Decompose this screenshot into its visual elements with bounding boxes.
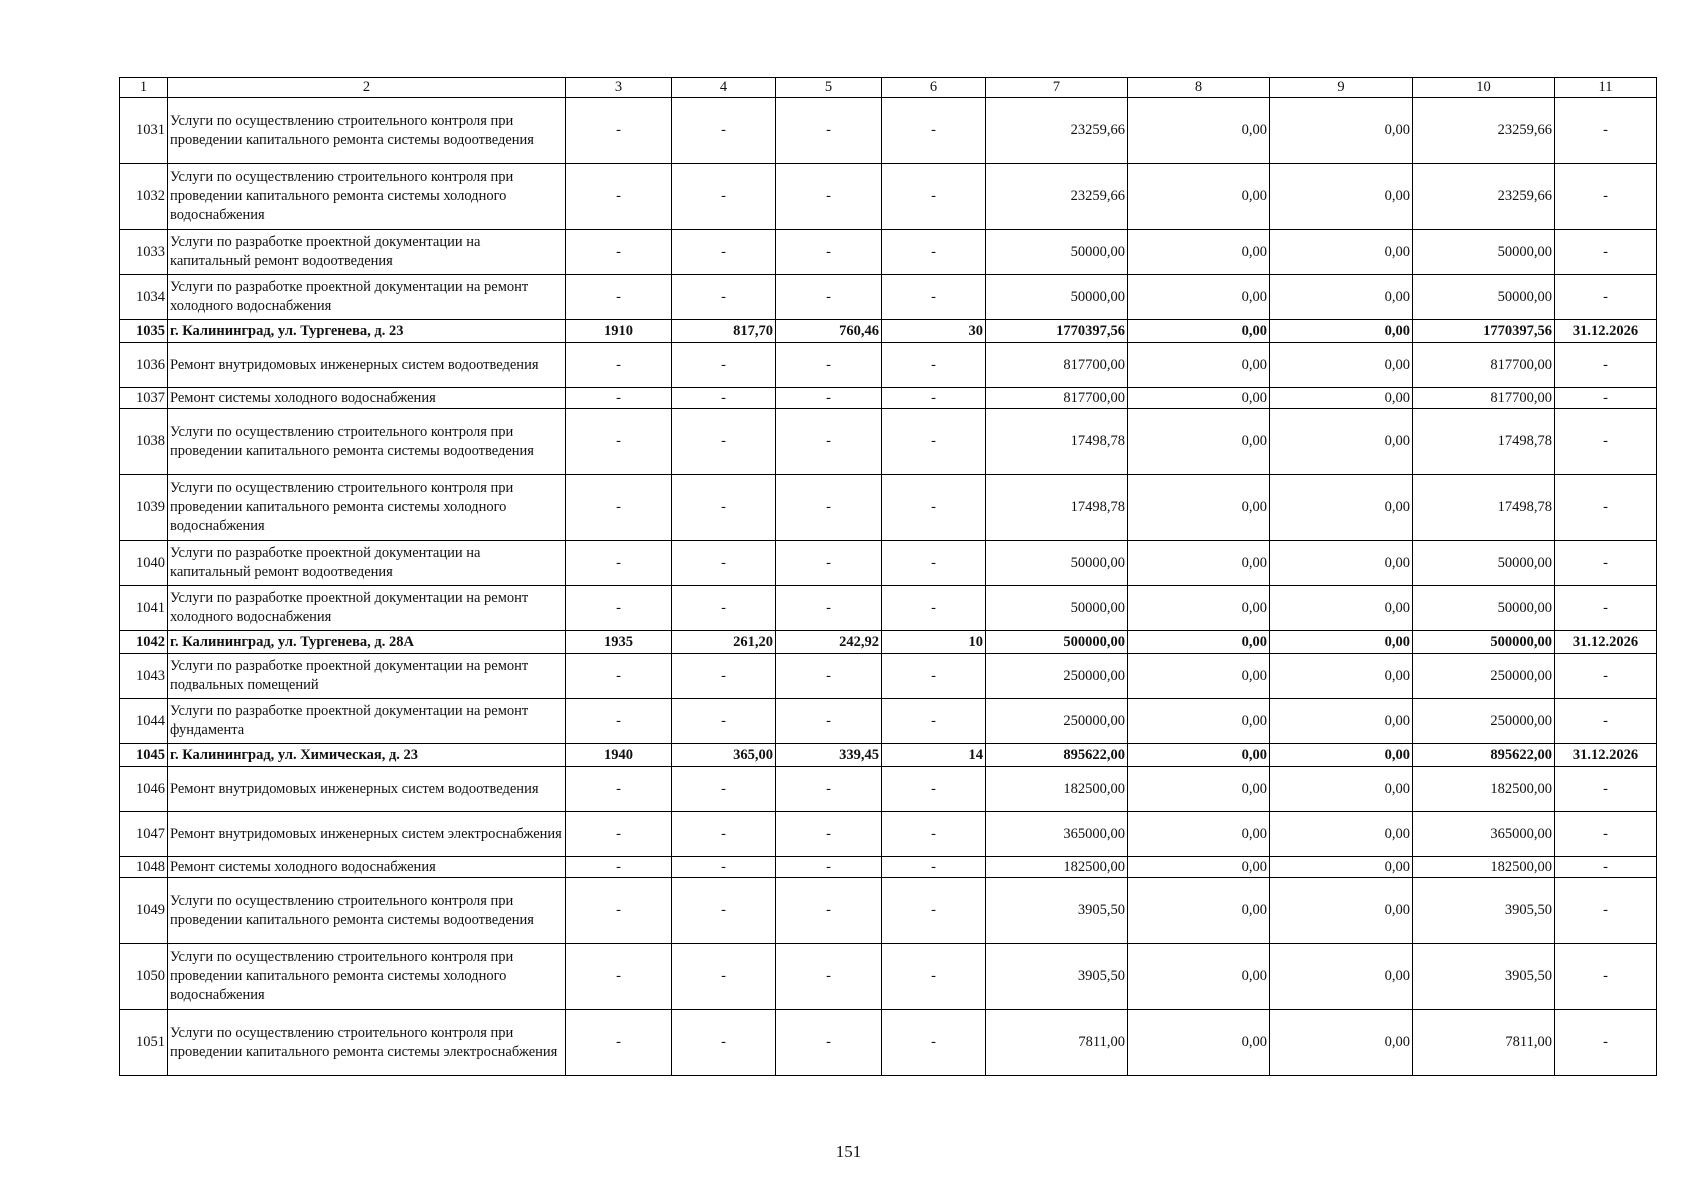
living-area-cell: 242,92 xyxy=(776,631,882,654)
header-cell: 3 xyxy=(566,78,672,98)
description-cell: г. Калининград, ул. Тургенева, д. 28А xyxy=(168,631,566,654)
year-built-cell: - xyxy=(566,586,672,631)
total-cost-cell: 17498,78 xyxy=(986,409,1128,475)
year-built-cell: - xyxy=(566,1010,672,1076)
description-cell: Услуги по осуществлению строительного контроля при проведении капитального ремонта системы водоотведения xyxy=(168,98,566,164)
living-area-cell: - xyxy=(776,1010,882,1076)
fund-local-cell: 0,00 xyxy=(1270,654,1413,699)
fund-owners-cell: 1770397,56 xyxy=(1413,320,1555,343)
total-cost-cell: 3905,50 xyxy=(986,878,1128,944)
header-cell: 5 xyxy=(776,78,882,98)
year-built-cell: - xyxy=(566,475,672,541)
residents-cell: - xyxy=(882,230,986,275)
total-cost-cell: 500000,00 xyxy=(986,631,1128,654)
row-number-cell: 1051 xyxy=(120,1010,168,1076)
fund-regional-cell: 0,00 xyxy=(1128,541,1270,586)
fund-local-cell: 0,00 xyxy=(1270,475,1413,541)
living-area-cell: - xyxy=(776,812,882,857)
living-area-cell: 760,46 xyxy=(776,320,882,343)
residents-cell: - xyxy=(882,541,986,586)
residents-cell: - xyxy=(882,475,986,541)
fund-local-cell: 0,00 xyxy=(1270,320,1413,343)
fund-regional-cell: 0,00 xyxy=(1128,586,1270,631)
completion-date-cell: - xyxy=(1555,586,1657,631)
fund-owners-cell: 17498,78 xyxy=(1413,475,1555,541)
fund-regional-cell: 0,00 xyxy=(1128,343,1270,388)
description-cell: Услуги по осуществлению строительного контроля при проведении капитального ремонта системы холодного водоснабжения xyxy=(168,944,566,1010)
year-built-cell: - xyxy=(566,699,672,744)
fund-regional-cell: 0,00 xyxy=(1128,98,1270,164)
residents-cell: - xyxy=(882,878,986,944)
row-number-cell: 1050 xyxy=(120,944,168,1010)
row-number-cell: 1035 xyxy=(120,320,168,343)
year-built-cell: 1910 xyxy=(566,320,672,343)
completion-date-cell: - xyxy=(1555,164,1657,230)
fund-owners-cell: 3905,50 xyxy=(1413,878,1555,944)
total-area-cell: 261,20 xyxy=(672,631,776,654)
fund-owners-cell: 23259,66 xyxy=(1413,164,1555,230)
completion-date-cell: - xyxy=(1555,343,1657,388)
row-number-cell: 1049 xyxy=(120,878,168,944)
total-cost-cell: 182500,00 xyxy=(986,767,1128,812)
work-item-row xyxy=(120,230,1657,275)
header-cell: 9 xyxy=(1270,78,1413,98)
total-area-cell: - xyxy=(672,699,776,744)
fund-local-cell: 0,00 xyxy=(1270,744,1413,767)
fund-regional-cell: 0,00 xyxy=(1128,164,1270,230)
residents-cell: 10 xyxy=(882,631,986,654)
residents-cell: - xyxy=(882,944,986,1010)
total-area-cell: - xyxy=(672,767,776,812)
total-cost-cell: 817700,00 xyxy=(986,343,1128,388)
completion-date-cell: - xyxy=(1555,1010,1657,1076)
description-cell: г. Калининград, ул. Тургенева, д. 23 xyxy=(168,320,566,343)
fund-owners-cell: 50000,00 xyxy=(1413,275,1555,320)
fund-local-cell: 0,00 xyxy=(1270,409,1413,475)
completion-date-cell: 31.12.2026 xyxy=(1555,631,1657,654)
completion-date-cell: - xyxy=(1555,654,1657,699)
completion-date-cell: - xyxy=(1555,767,1657,812)
residents-cell: - xyxy=(882,388,986,409)
fund-owners-cell: 817700,00 xyxy=(1413,343,1555,388)
total-area-cell: 817,70 xyxy=(672,320,776,343)
fund-local-cell: 0,00 xyxy=(1270,164,1413,230)
total-cost-cell: 182500,00 xyxy=(986,857,1128,878)
fund-regional-cell: 0,00 xyxy=(1128,812,1270,857)
work-item-row xyxy=(120,409,1657,475)
total-cost-cell: 3905,50 xyxy=(986,944,1128,1010)
header-cell: 11 xyxy=(1555,78,1657,98)
description-cell: г. Калининград, ул. Химическая, д. 23 xyxy=(168,744,566,767)
year-built-cell: - xyxy=(566,164,672,230)
residents-cell: - xyxy=(882,409,986,475)
living-area-cell: - xyxy=(776,586,882,631)
completion-date-cell: 31.12.2026 xyxy=(1555,320,1657,343)
fund-owners-cell: 250000,00 xyxy=(1413,699,1555,744)
fund-local-cell: 0,00 xyxy=(1270,98,1413,164)
work-item-row xyxy=(120,98,1657,164)
fund-owners-cell: 500000,00 xyxy=(1413,631,1555,654)
total-area-cell: - xyxy=(672,388,776,409)
description-cell: Услуги по разработке проектной документации на ремонт подвальных помещений xyxy=(168,654,566,699)
fund-regional-cell: 0,00 xyxy=(1128,1010,1270,1076)
description-cell: Ремонт внутридомовых инженерных систем водоотведения xyxy=(168,343,566,388)
total-cost-cell: 23259,66 xyxy=(986,98,1128,164)
fund-owners-cell: 182500,00 xyxy=(1413,857,1555,878)
total-cost-cell: 250000,00 xyxy=(986,699,1128,744)
total-cost-cell: 17498,78 xyxy=(986,475,1128,541)
fund-regional-cell: 0,00 xyxy=(1128,320,1270,343)
description-cell: Ремонт внутридомовых инженерных систем водоотведения xyxy=(168,767,566,812)
description-cell: Услуги по разработке проектной документации на капитальный ремонт водоотведения xyxy=(168,230,566,275)
row-number-cell: 1040 xyxy=(120,541,168,586)
work-item-row xyxy=(120,699,1657,744)
row-number-cell: 1047 xyxy=(120,812,168,857)
living-area-cell: - xyxy=(776,541,882,586)
living-area-cell: - xyxy=(776,230,882,275)
page-number: 151 xyxy=(835,1142,862,1161)
work-item-row xyxy=(120,944,1657,1010)
completion-date-cell: - xyxy=(1555,541,1657,586)
residents-cell: 14 xyxy=(882,744,986,767)
description-cell: Услуги по осуществлению строительного контроля при проведении капитального ремонта системы водоотведения xyxy=(168,878,566,944)
column-number-header-row xyxy=(120,78,1657,98)
work-item-row xyxy=(120,857,1657,878)
total-cost-cell: 23259,66 xyxy=(986,164,1128,230)
fund-local-cell: 0,00 xyxy=(1270,1010,1413,1076)
total-area-cell: - xyxy=(672,409,776,475)
residents-cell: - xyxy=(882,98,986,164)
total-area-cell: - xyxy=(672,475,776,541)
total-cost-cell: 50000,00 xyxy=(986,541,1128,586)
fund-regional-cell: 0,00 xyxy=(1128,767,1270,812)
living-area-cell: - xyxy=(776,388,882,409)
row-number-cell: 1045 xyxy=(120,744,168,767)
row-number-cell: 1048 xyxy=(120,857,168,878)
fund-local-cell: 0,00 xyxy=(1270,812,1413,857)
residents-cell: - xyxy=(882,812,986,857)
total-area-cell: - xyxy=(672,1010,776,1076)
year-built-cell: - xyxy=(566,275,672,320)
fund-regional-cell: 0,00 xyxy=(1128,654,1270,699)
total-area-cell: - xyxy=(672,230,776,275)
fund-local-cell: 0,00 xyxy=(1270,699,1413,744)
fund-owners-cell: 50000,00 xyxy=(1413,230,1555,275)
total-area-cell: - xyxy=(672,857,776,878)
fund-regional-cell: 0,00 xyxy=(1128,699,1270,744)
completion-date-cell: - xyxy=(1555,275,1657,320)
living-area-cell: - xyxy=(776,475,882,541)
description-cell: Ремонт внутридомовых инженерных систем электроснабжения xyxy=(168,812,566,857)
row-number-cell: 1044 xyxy=(120,699,168,744)
row-number-cell: 1038 xyxy=(120,409,168,475)
work-item-row xyxy=(120,343,1657,388)
year-built-cell: - xyxy=(566,343,672,388)
completion-date-cell: - xyxy=(1555,475,1657,541)
description-cell: Услуги по осуществлению строительного контроля при проведении капитального ремонта системы холодного водоснабжения xyxy=(168,475,566,541)
living-area-cell: - xyxy=(776,767,882,812)
fund-local-cell: 0,00 xyxy=(1270,878,1413,944)
year-built-cell: 1940 xyxy=(566,744,672,767)
total-area-cell: - xyxy=(672,878,776,944)
fund-regional-cell: 0,00 xyxy=(1128,631,1270,654)
total-area-cell: 365,00 xyxy=(672,744,776,767)
address-row xyxy=(120,631,1657,654)
work-item-row xyxy=(120,878,1657,944)
work-item-row xyxy=(120,586,1657,631)
living-area-cell: - xyxy=(776,275,882,320)
year-built-cell: - xyxy=(566,944,672,1010)
work-item-row xyxy=(120,388,1657,409)
work-item-row xyxy=(120,1010,1657,1076)
completion-date-cell: - xyxy=(1555,98,1657,164)
fund-regional-cell: 0,00 xyxy=(1128,878,1270,944)
fund-owners-cell: 3905,50 xyxy=(1413,944,1555,1010)
row-number-cell: 1037 xyxy=(120,388,168,409)
total-area-cell: - xyxy=(672,275,776,320)
residents-cell: - xyxy=(882,275,986,320)
description-cell: Ремонт системы холодного водоснабжения xyxy=(168,857,566,878)
total-cost-cell: 50000,00 xyxy=(986,275,1128,320)
fund-regional-cell: 0,00 xyxy=(1128,857,1270,878)
residents-cell: - xyxy=(882,164,986,230)
work-item-row xyxy=(120,812,1657,857)
fund-owners-cell: 7811,00 xyxy=(1413,1010,1555,1076)
row-number-cell: 1043 xyxy=(120,654,168,699)
fund-owners-cell: 250000,00 xyxy=(1413,654,1555,699)
description-cell: Услуги по осуществлению строительного контроля при проведении капитального ремонта системы холодного водоснабжения xyxy=(168,164,566,230)
fund-owners-cell: 17498,78 xyxy=(1413,409,1555,475)
year-built-cell: - xyxy=(566,230,672,275)
total-cost-cell: 50000,00 xyxy=(986,586,1128,631)
fund-owners-cell: 182500,00 xyxy=(1413,767,1555,812)
fund-local-cell: 0,00 xyxy=(1270,586,1413,631)
work-item-row xyxy=(120,767,1657,812)
description-cell: Услуги по разработке проектной документации на ремонт холодного водоснабжения xyxy=(168,275,566,320)
residents-cell: - xyxy=(882,699,986,744)
total-area-cell: - xyxy=(672,343,776,388)
fund-local-cell: 0,00 xyxy=(1270,541,1413,586)
living-area-cell: - xyxy=(776,944,882,1010)
total-area-cell: - xyxy=(672,541,776,586)
living-area-cell: - xyxy=(776,98,882,164)
row-number-cell: 1039 xyxy=(120,475,168,541)
row-number-cell: 1042 xyxy=(120,631,168,654)
fund-local-cell: 0,00 xyxy=(1270,767,1413,812)
year-built-cell: - xyxy=(566,409,672,475)
header-cell: 6 xyxy=(882,78,986,98)
total-cost-cell: 817700,00 xyxy=(986,388,1128,409)
total-cost-cell: 50000,00 xyxy=(986,230,1128,275)
completion-date-cell: - xyxy=(1555,388,1657,409)
description-cell: Услуги по осуществлению строительного контроля при проведении капитального ремонта системы водоотведения xyxy=(168,409,566,475)
header-cell: 2 xyxy=(168,78,566,98)
total-area-cell: - xyxy=(672,812,776,857)
year-built-cell: - xyxy=(566,98,672,164)
work-item-row xyxy=(120,164,1657,230)
total-area-cell: - xyxy=(672,944,776,1010)
total-area-cell: - xyxy=(672,654,776,699)
header-cell: 4 xyxy=(672,78,776,98)
fund-local-cell: 0,00 xyxy=(1270,631,1413,654)
completion-date-cell: - xyxy=(1555,857,1657,878)
address-row xyxy=(120,320,1657,343)
fund-owners-cell: 50000,00 xyxy=(1413,541,1555,586)
completion-date-cell: - xyxy=(1555,409,1657,475)
description-cell: Услуги по разработке проектной документации на ремонт холодного водоснабжения xyxy=(168,586,566,631)
living-area-cell: - xyxy=(776,878,882,944)
work-item-row xyxy=(120,541,1657,586)
completion-date-cell: 31.12.2026 xyxy=(1555,744,1657,767)
description-cell: Услуги по разработке проектной документации на ремонт фундамента xyxy=(168,699,566,744)
description-cell: Услуги по разработке проектной документации на капитальный ремонт водоотведения xyxy=(168,541,566,586)
fund-owners-cell: 50000,00 xyxy=(1413,586,1555,631)
year-built-cell: - xyxy=(566,812,672,857)
header-cell: 1 xyxy=(120,78,168,98)
fund-local-cell: 0,00 xyxy=(1270,857,1413,878)
fund-local-cell: 0,00 xyxy=(1270,230,1413,275)
row-number-cell: 1036 xyxy=(120,343,168,388)
residents-cell: - xyxy=(882,857,986,878)
fund-regional-cell: 0,00 xyxy=(1128,944,1270,1010)
completion-date-cell: - xyxy=(1555,230,1657,275)
residents-cell: - xyxy=(882,1010,986,1076)
fund-regional-cell: 0,00 xyxy=(1128,388,1270,409)
year-built-cell: - xyxy=(566,388,672,409)
row-number-cell: 1034 xyxy=(120,275,168,320)
year-built-cell: - xyxy=(566,767,672,812)
living-area-cell: - xyxy=(776,699,882,744)
description-cell: Ремонт системы холодного водоснабжения xyxy=(168,388,566,409)
fund-local-cell: 0,00 xyxy=(1270,944,1413,1010)
fund-regional-cell: 0,00 xyxy=(1128,230,1270,275)
living-area-cell: - xyxy=(776,654,882,699)
year-built-cell: 1935 xyxy=(566,631,672,654)
residents-cell: - xyxy=(882,586,986,631)
year-built-cell: - xyxy=(566,654,672,699)
fund-regional-cell: 0,00 xyxy=(1128,275,1270,320)
completion-date-cell: - xyxy=(1555,812,1657,857)
header-cell: 7 xyxy=(986,78,1128,98)
fund-regional-cell: 0,00 xyxy=(1128,475,1270,541)
fund-local-cell: 0,00 xyxy=(1270,275,1413,320)
year-built-cell: - xyxy=(566,541,672,586)
row-number-cell: 1032 xyxy=(120,164,168,230)
row-number-cell: 1031 xyxy=(120,98,168,164)
residents-cell: - xyxy=(882,343,986,388)
total-cost-cell: 250000,00 xyxy=(986,654,1128,699)
fund-regional-cell: 0,00 xyxy=(1128,409,1270,475)
header-cell: 8 xyxy=(1128,78,1270,98)
completion-date-cell: - xyxy=(1555,699,1657,744)
residents-cell: - xyxy=(882,767,986,812)
fund-owners-cell: 895622,00 xyxy=(1413,744,1555,767)
work-item-row xyxy=(120,475,1657,541)
living-area-cell: - xyxy=(776,343,882,388)
living-area-cell: - xyxy=(776,409,882,475)
total-area-cell: - xyxy=(672,98,776,164)
completion-date-cell: - xyxy=(1555,944,1657,1010)
fund-owners-cell: 23259,66 xyxy=(1413,98,1555,164)
work-item-row xyxy=(120,654,1657,699)
total-area-cell: - xyxy=(672,586,776,631)
fund-owners-cell: 365000,00 xyxy=(1413,812,1555,857)
row-number-cell: 1041 xyxy=(120,586,168,631)
fund-owners-cell: 817700,00 xyxy=(1413,388,1555,409)
residents-cell: - xyxy=(882,654,986,699)
data-table xyxy=(119,77,1657,1076)
total-cost-cell: 7811,00 xyxy=(986,1010,1128,1076)
fund-local-cell: 0,00 xyxy=(1270,343,1413,388)
row-number-cell: 1046 xyxy=(120,767,168,812)
work-item-row xyxy=(120,275,1657,320)
year-built-cell: - xyxy=(566,857,672,878)
residents-cell: 30 xyxy=(882,320,986,343)
living-area-cell: - xyxy=(776,857,882,878)
header-cell: 10 xyxy=(1413,78,1555,98)
total-cost-cell: 1770397,56 xyxy=(986,320,1128,343)
total-cost-cell: 365000,00 xyxy=(986,812,1128,857)
row-number-cell: 1033 xyxy=(120,230,168,275)
fund-regional-cell: 0,00 xyxy=(1128,744,1270,767)
year-built-cell: - xyxy=(566,878,672,944)
living-area-cell: - xyxy=(776,164,882,230)
living-area-cell: 339,45 xyxy=(776,744,882,767)
address-row xyxy=(120,744,1657,767)
description-cell: Услуги по осуществлению строительного контроля при проведении капитального ремонта системы электроснабжения xyxy=(168,1010,566,1076)
total-cost-cell: 895622,00 xyxy=(986,744,1128,767)
fund-local-cell: 0,00 xyxy=(1270,388,1413,409)
total-area-cell: - xyxy=(672,164,776,230)
completion-date-cell: - xyxy=(1555,878,1657,944)
